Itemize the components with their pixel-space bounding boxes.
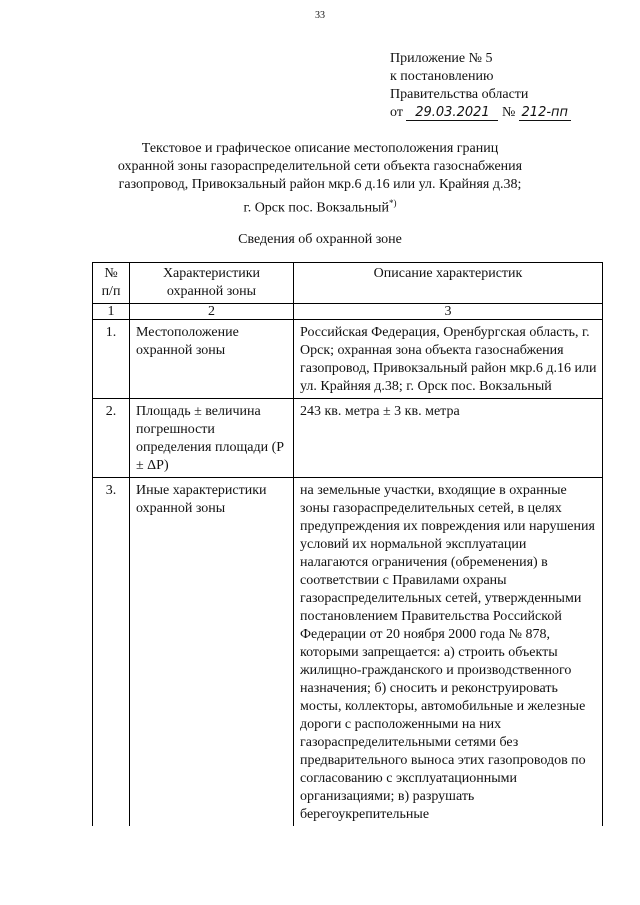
index-cell: 3 bbox=[294, 304, 603, 320]
table-index-row bbox=[93, 304, 603, 320]
title-line: газопровод, Привокзальный район мкр.6 д.16 или ул. Крайняя д.38; bbox=[118, 177, 522, 192]
header-number: № п/п bbox=[93, 263, 130, 304]
table-header-row bbox=[93, 263, 603, 304]
handwritten-date: 29.03.2021 bbox=[406, 106, 498, 121]
appendix-line-2: к постановлению bbox=[390, 69, 494, 84]
handwritten-number: 212-пп bbox=[519, 106, 571, 121]
table-row bbox=[93, 478, 603, 827]
title-line: г. Орск пос. Вокзальный*) bbox=[243, 198, 397, 216]
table-row bbox=[93, 399, 603, 478]
document-title bbox=[90, 140, 550, 218]
index-cell: 1 bbox=[93, 304, 130, 320]
row-description: Российская Федерация, Оренбургская область, г. Орск; охранная зона объекта газоснабжения газопровод, Привокзальный район мкр.6 д.16 или ул. Крайняя д.38; г. Орск пос. Вокзальный bbox=[294, 320, 603, 399]
row-characteristic: Иные характеристики охранной зоны bbox=[130, 478, 294, 827]
header-description: Описание характеристик bbox=[294, 263, 603, 304]
appendix-line-1: Приложение № 5 bbox=[390, 51, 493, 66]
page-number: 33 bbox=[315, 10, 325, 21]
title-line: Текстовое и графическое описание местоположения границ bbox=[141, 141, 499, 156]
row-characteristic: Местоположение охранной зоны bbox=[130, 320, 294, 399]
row-number: 2. bbox=[93, 399, 130, 478]
title-line: охранной зоны газораспределительной сети объекта газоснабжения bbox=[117, 159, 523, 174]
appendix-date-line bbox=[390, 104, 571, 122]
row-description: на земельные участки, входящие в охранные зоны газораспределительных сетей, в целях предупреждения их повреждения или нарушения условий их нормальной эксплуатации налагаются ограничения (обременения) в соответствии с Правилами охраны газораспределительных сетей, утвержденными постановлением Правительства Российской Федерации от 20 ноября 2000 года № 878, которыми запрещается: а) строить объекты жилищно-гражданского и производственного назначения; б) сносить и реконструировать мосты, коллекторы, автомобильные и железные дороги с расположенными на них газораспределительными сетями без предварительного выноса этих газопроводов по согласованию с эксплуатационными организациями; в) разрушать берегоукрепительные bbox=[294, 478, 603, 827]
table-row bbox=[93, 320, 603, 399]
protection-zone-table bbox=[92, 262, 603, 826]
row-description: 243 кв. метра ± 3 кв. метра bbox=[294, 399, 603, 478]
footnote-mark: *) bbox=[388, 198, 397, 208]
section-subtitle: Сведения об охранной зоне bbox=[238, 232, 402, 247]
index-cell: 2 bbox=[130, 304, 294, 320]
row-number: 3. bbox=[93, 478, 130, 827]
row-number: 1. bbox=[93, 320, 130, 399]
row-characteristic: Площадь ± величина погрешности определения площади (P ± ΔP) bbox=[130, 399, 294, 478]
number-prefix: № bbox=[501, 105, 516, 120]
date-prefix: от bbox=[390, 105, 403, 120]
header-characteristics: Характеристики охранной зоны bbox=[130, 263, 294, 304]
appendix-line-3: Правительства области bbox=[390, 87, 529, 102]
appendix-block bbox=[390, 50, 571, 122]
